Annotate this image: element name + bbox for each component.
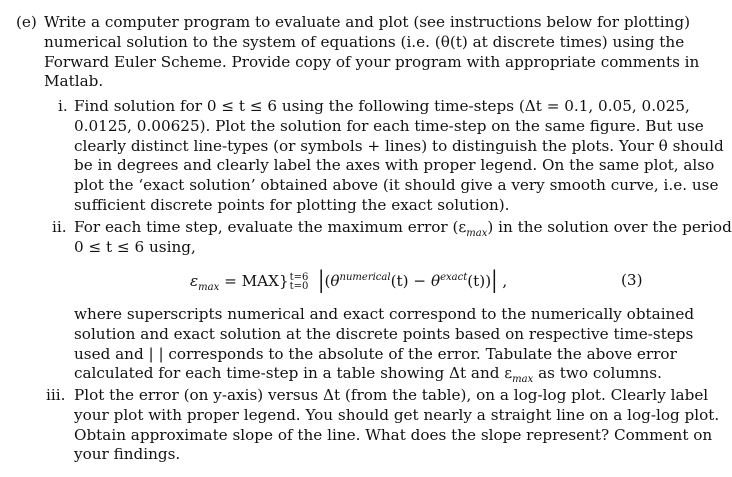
equation-number: (3) <box>621 271 643 289</box>
part-e-marker: (e) <box>16 13 37 31</box>
part-e-line-1: Write a computer program to evaluate and plot (see instructions below for plotting) <box>44 13 691 31</box>
item-iii-line-2: your plot with proper legend. You should get nearly a straight line on a log-log plot. <box>74 405 720 424</box>
item-iii-paragraph <box>74 386 720 465</box>
item-i-line-3: clearly distinct line-types (or symbols + lines) to distinguish the plots. Your θ should <box>74 136 724 155</box>
item-iii-marker: iii. <box>46 386 66 404</box>
part-e-line-3: Forward Euler Scheme. Provide copy of your program with appropriate comments in <box>44 52 700 71</box>
item-i-line-2: 0.0125, 0.00625). Plot the solution for each time-step on the same figure. But use <box>74 116 704 135</box>
item-iii-line-3: Obtain approximate slope of the line. What does the slope represent? Comment on <box>74 425 713 444</box>
item-i-line-4: be in degrees and clearly label the axes with proper legend. On the same plot, also <box>74 156 715 175</box>
item-ii-after-line-2: solution and exact solution at the discrete points based on respective time-steps <box>74 324 694 343</box>
item-ii-after-line-1: where superscripts numerical and exact correspond to the numerically obtained <box>74 305 695 323</box>
part-e-line-2: numerical solution to the system of equations (i.e. (θ(t) at discrete times) using the <box>44 32 685 51</box>
item-ii-after-line-3: used and | | corresponds to the absolute of the error. Tabulate the above error <box>74 344 677 363</box>
equation-body: $\varepsilon_{max} = MAX$} t=6 t=0 $|(\theta^{numerical}(t) - \theta^{exact}(t))|$ , <box>190 266 508 294</box>
max-limits: t=6 t=0 <box>289 272 309 292</box>
item-iii-line-1: Plot the error (on y-axis) versus Δt (from the table), on a log-log plot. Clearly label <box>74 386 709 404</box>
part-e-line-4: Matlab. <box>44 72 104 91</box>
item-ii-marker: ii. <box>52 218 67 236</box>
item-i-line-5: plot the ‘exact solution’ obtained above (it should give a very smooth curve, i.e. use <box>74 176 719 195</box>
item-ii-after-line-4: calculated for each time-step in a table showing Δt and $\varepsilon_{max}$ as two columns. <box>74 364 662 386</box>
item-ii-after-paragraph <box>74 305 695 386</box>
item-ii-line-2: 0 ≤ t ≤ 6 using, <box>74 237 196 256</box>
item-iii-line-4: your findings. <box>74 445 181 464</box>
item-ii-line-1: For each time step, evaluate the maximum error $(\varepsilon_{max})$ in the solution over the period <box>74 218 732 240</box>
item-i-line-1: Find solution for 0 ≤ t ≤ 6 using the following time-steps (Δt = 0.1, 0.05, 0.025, <box>74 97 690 115</box>
item-ii-paragraph <box>74 218 732 258</box>
item-i-paragraph <box>74 97 724 216</box>
part-e-paragraph <box>44 13 700 92</box>
item-i-line-6: sufficient discrete points for plotting the exact solution). <box>74 195 510 214</box>
item-i-marker: i. <box>58 97 68 115</box>
